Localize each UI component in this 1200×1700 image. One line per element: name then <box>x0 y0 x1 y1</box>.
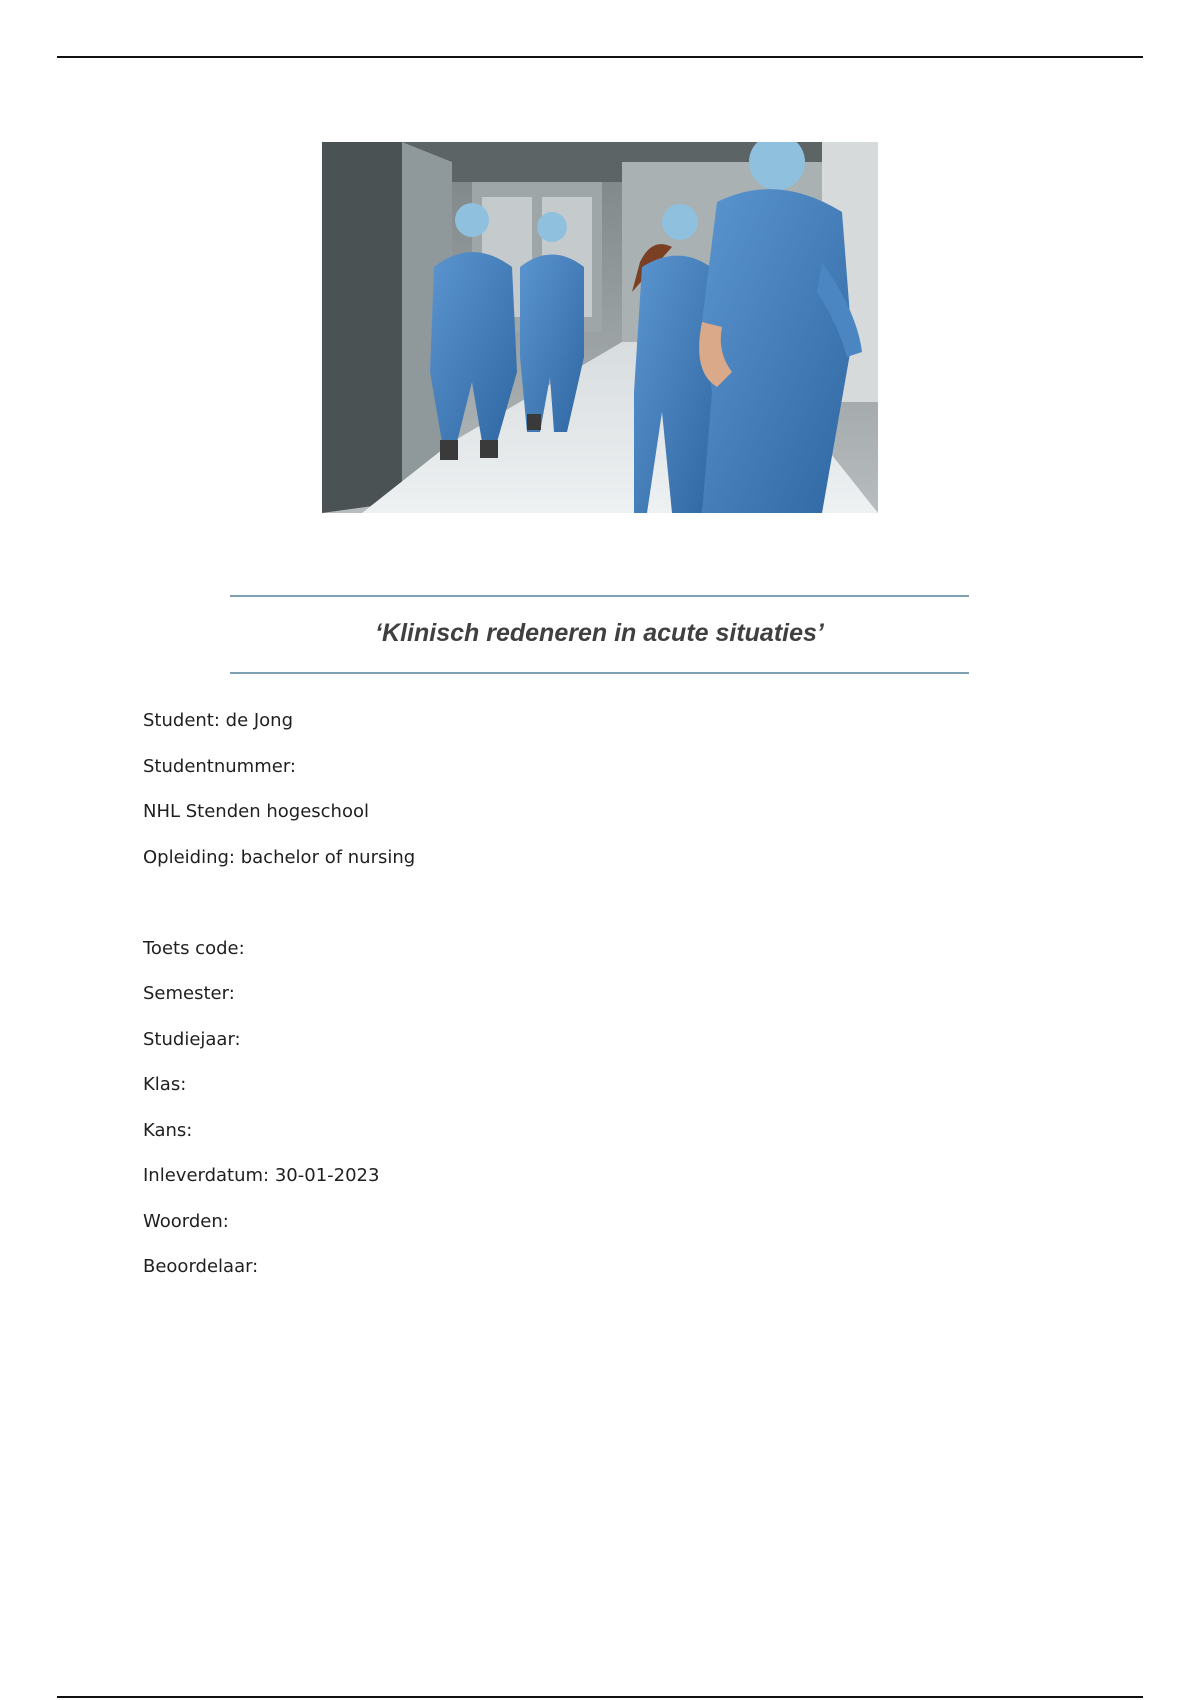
class: Klas: <box>143 1074 187 1095</box>
title-rule-lower <box>230 672 969 674</box>
footer-rule <box>57 1696 1143 1698</box>
program: Opleiding: bachelor of nursing <box>143 847 416 868</box>
document-title: ‘Klinisch redeneren in acute situaties’ <box>375 619 824 647</box>
cover-photo-illustration <box>322 142 878 513</box>
assessor: Beoordelaar: <box>143 1256 259 1277</box>
attempt: Kans: <box>143 1120 193 1141</box>
header-rule <box>57 56 1143 58</box>
cover-photo <box>322 142 878 513</box>
word-count: Woorden: <box>143 1211 229 1232</box>
test-code: Toets code: <box>143 938 245 959</box>
title-rule-upper <box>230 595 969 597</box>
student-number: Studentnummer: <box>143 756 296 777</box>
institution: NHL Stenden hogeschool <box>143 801 369 822</box>
student-name: Student: de Jong <box>143 710 294 731</box>
study-year: Studiejaar: <box>143 1029 241 1050</box>
semester: Semester: <box>143 983 235 1004</box>
submission-date: Inleverdatum: 30-01-2023 <box>143 1165 380 1186</box>
